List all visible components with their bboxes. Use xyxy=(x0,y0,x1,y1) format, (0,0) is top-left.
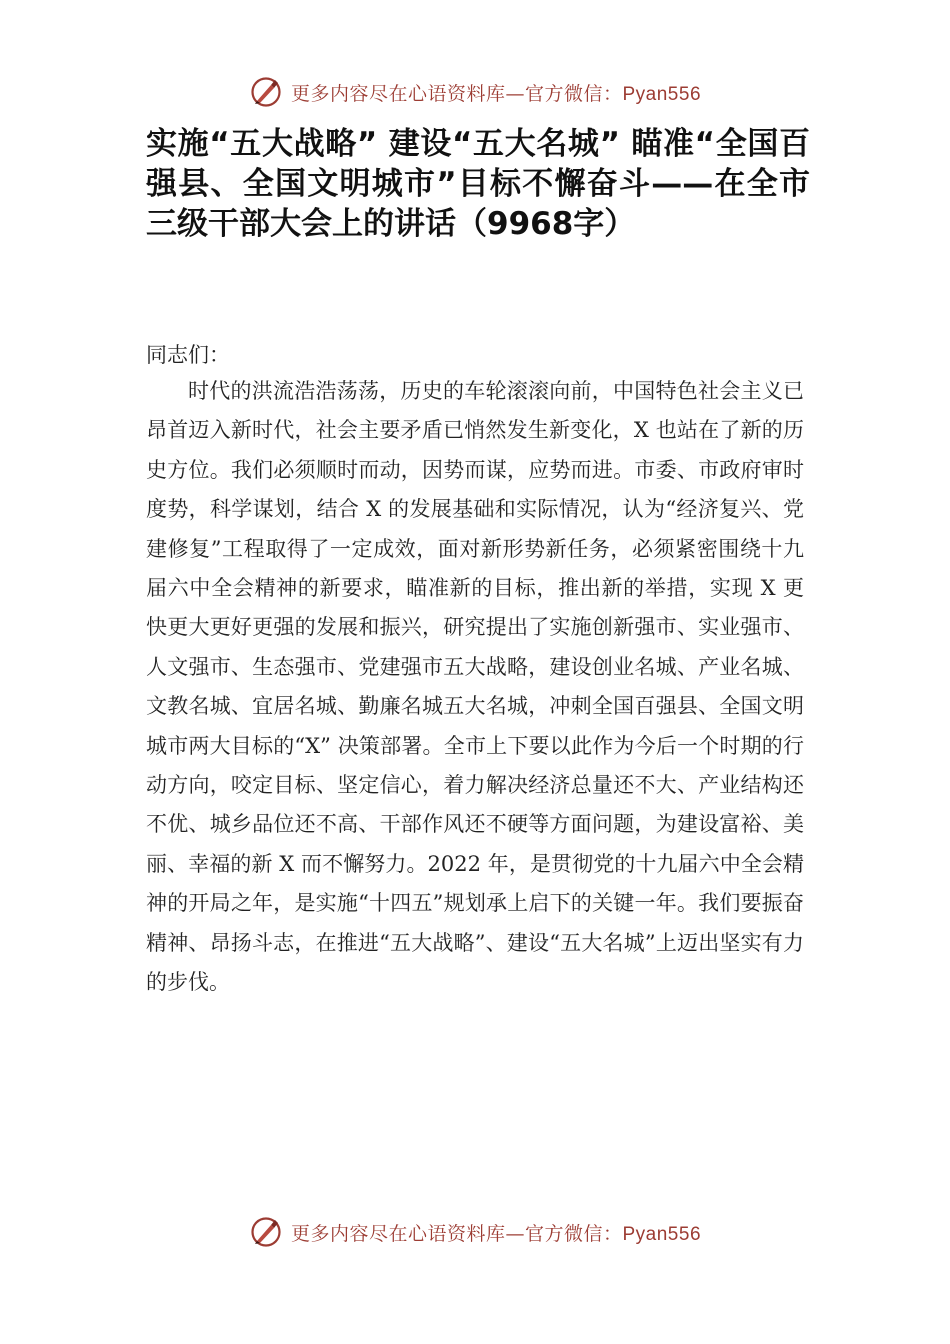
document-title: 实施“五大战略” 建设“五大名城” 瞄准“全国百强县、全国文明城市”目标不懈奋斗——在全市三级干部大会上的讲话（9968字） xyxy=(146,126,810,242)
footer-banner xyxy=(0,1212,950,1252)
banner-text: 更多内容尽在心语资料库—官方微信：Pyan556 xyxy=(290,82,702,105)
body-paragraph: 时代的洪流浩浩荡荡，历史的车轮滚滚向前，中国特色社会主义已昂首迈入新时代，社会主要矛盾已悄然发生新变化，X 也站在了新的历史方位。我们必须顺时而动，因势而谋，应势而进。市委、市政府审时度势，科学谋划，结合 X 的发展基础和实际情况，认为“经济复兴、党建修复”工程取得了一定成效，面对新形势新任务，必须紧密围绕十九届六中全会精神的新要求，瞄准新的目标，推出新的举措，实现 X 更快更大更好更强的发展和振兴，研究提出了实施创新强市、实业强市、人文强市、生态强市、党建强市五大战略，建设创业名城、产业名城、文教名城、宜居名城、勤廉名城五大名城，冲刺全国百强县、全国文明城市两大目标的“X” 决策部署。全市上下要以此作为今后一个时期的行动方向，咬定目标、坚定信心，着力解决经济总量还不大、产业结构还不优、城乡品位还不高、干部作风还不硬等方面问题，为建设富裕、美丽、幸福的新 X 而不懈努力。2022 年，是贯彻党的十九届六中全会精神的开局之年，是实施“十四五”规划承上启下的关键一年。我们要振奋精神、昂扬斗志，在推进“五大战略”、建设“五大名城”上迈出坚实有力的步伐。 xyxy=(146,379,804,995)
header-banner xyxy=(0,72,950,112)
pen-in-circle-icon xyxy=(249,1215,283,1249)
pen-in-circle-icon xyxy=(249,75,283,109)
wechat-id: Pyan556 xyxy=(622,1223,702,1245)
banner-text: 更多内容尽在心语资料库—官方微信：Pyan556 xyxy=(290,1222,702,1245)
wechat-id: Pyan556 xyxy=(622,83,702,105)
salutation: 同志们： xyxy=(146,343,230,367)
